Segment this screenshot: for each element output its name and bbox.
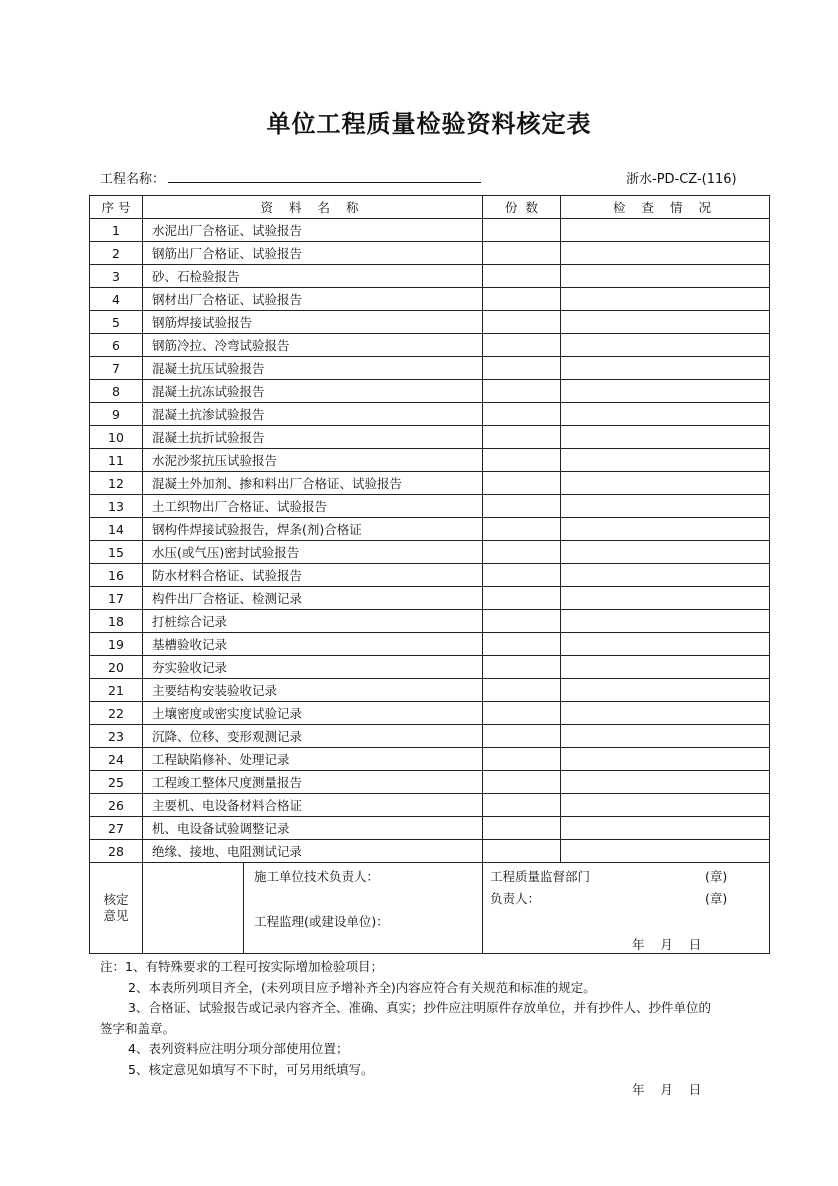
copies-cell[interactable] <box>483 288 561 311</box>
copies-cell[interactable] <box>483 771 561 794</box>
material-name: 打桩综合记录 <box>143 610 483 633</box>
row-number: 18 <box>90 610 143 633</box>
material-name: 基槽验收记录 <box>143 633 483 656</box>
material-name: 混凝土抗折试验报告 <box>143 426 483 449</box>
copies-cell[interactable] <box>483 610 561 633</box>
material-name: 钢筋冷拉、冷弯试验报告 <box>143 334 483 357</box>
table-row <box>90 541 770 564</box>
opinion-date: 年 月 日 <box>632 937 702 952</box>
copies-cell[interactable] <box>483 518 561 541</box>
material-name: 夯实验收记录 <box>143 656 483 679</box>
table-row <box>90 748 770 771</box>
check-status-cell[interactable] <box>561 564 770 587</box>
row-number: 4 <box>90 288 143 311</box>
material-name: 混凝土抗渗试验报告 <box>143 403 483 426</box>
responsible-label: 负责人： <box>490 891 541 906</box>
copies-cell[interactable] <box>483 817 561 840</box>
row-number: 26 <box>90 794 143 817</box>
copies-cell[interactable] <box>483 725 561 748</box>
table-row <box>90 679 770 702</box>
check-status-cell[interactable] <box>561 587 770 610</box>
material-name: 钢材出厂合格证、试验报告 <box>143 288 483 311</box>
row-number: 7 <box>90 357 143 380</box>
material-name: 机、电设备试验调整记录 <box>143 817 483 840</box>
row-number: 17 <box>90 587 143 610</box>
form-code: 浙水-PD-CZ-(116) <box>626 172 737 187</box>
copies-cell[interactable] <box>483 748 561 771</box>
copies-cell[interactable] <box>483 334 561 357</box>
material-name: 钢构件焊接试验报告，焊条(剂)合格证 <box>143 518 483 541</box>
row-number: 24 <box>90 748 143 771</box>
check-status-cell[interactable] <box>561 656 770 679</box>
check-status-cell[interactable] <box>561 219 770 242</box>
material-name: 混凝土外加剂、掺和料出厂合格证、试验报告 <box>143 472 483 495</box>
copies-cell[interactable] <box>483 794 561 817</box>
table-row <box>90 656 770 679</box>
material-name: 钢筋焊接试验报告 <box>143 311 483 334</box>
material-name: 工程竣工整体尺度测量报告 <box>143 771 483 794</box>
row-number: 27 <box>90 817 143 840</box>
row-number: 25 <box>90 771 143 794</box>
row-number: 3 <box>90 265 143 288</box>
table-row <box>90 794 770 817</box>
col-header-check: 检 查 情 况 <box>561 196 770 219</box>
table-row <box>90 725 770 748</box>
check-status-cell[interactable] <box>561 817 770 840</box>
row-number: 21 <box>90 679 143 702</box>
copies-cell[interactable] <box>483 679 561 702</box>
table-header-row <box>90 196 770 219</box>
material-name: 钢筋出厂合格证、试验报告 <box>143 242 483 265</box>
copies-cell[interactable] <box>483 426 561 449</box>
table-row <box>90 472 770 495</box>
check-status-cell[interactable] <box>561 495 770 518</box>
verification-opinion-row <box>90 863 770 954</box>
project-name-field[interactable] <box>168 182 481 183</box>
opinion-label: 核定 意见 <box>90 863 143 954</box>
table-row <box>90 518 770 541</box>
copies-cell[interactable] <box>483 219 561 242</box>
supervisor-label: 工程监理(或建设单位)： <box>254 914 389 929</box>
note-4: 4、表列资料应注明分项分部使用位置； <box>128 1041 349 1056</box>
check-status-cell[interactable] <box>561 748 770 771</box>
material-name: 水泥出厂合格证、试验报告 <box>143 219 483 242</box>
check-status-cell[interactable] <box>561 242 770 265</box>
copies-cell[interactable] <box>483 587 561 610</box>
copies-cell[interactable] <box>483 541 561 564</box>
check-status-cell[interactable] <box>561 840 770 863</box>
table-row <box>90 610 770 633</box>
check-status-cell[interactable] <box>561 426 770 449</box>
table-row <box>90 242 770 265</box>
table-row <box>90 357 770 380</box>
material-name: 水泥沙浆抗压试验报告 <box>143 449 483 472</box>
check-status-cell[interactable] <box>561 265 770 288</box>
check-status-cell[interactable] <box>561 541 770 564</box>
table-row <box>90 449 770 472</box>
row-number: 23 <box>90 725 143 748</box>
material-name: 构件出厂合格证、检测记录 <box>143 587 483 610</box>
row-number: 19 <box>90 633 143 656</box>
row-number: 6 <box>90 334 143 357</box>
row-number: 8 <box>90 380 143 403</box>
row-number: 9 <box>90 403 143 426</box>
row-number: 28 <box>90 840 143 863</box>
table-row <box>90 403 770 426</box>
col-header-no: 序 号 <box>90 196 143 219</box>
material-name: 工程缺陷修补、处理记录 <box>143 748 483 771</box>
notes <box>100 957 780 1080</box>
note-5: 5、核定意见如填写不下时，可另用纸填写。 <box>128 1061 374 1077</box>
row-number: 5 <box>90 311 143 334</box>
material-name: 水压(或气压)密封试验报告 <box>143 541 483 564</box>
check-status-cell[interactable] <box>561 472 770 495</box>
copies-cell[interactable] <box>483 633 561 656</box>
copies-cell[interactable] <box>483 702 561 725</box>
quality-dept-label: 工程质量监督部门 <box>490 869 591 884</box>
table-row <box>90 564 770 587</box>
table-row <box>90 265 770 288</box>
row-number: 22 <box>90 702 143 725</box>
copies-cell[interactable] <box>483 380 561 403</box>
table-row <box>90 771 770 794</box>
material-name: 土工织物出厂合格证、试验报告 <box>143 495 483 518</box>
check-status-cell[interactable] <box>561 633 770 656</box>
row-number: 10 <box>90 426 143 449</box>
bottom-date: 年 月 日 <box>632 1082 702 1097</box>
note-3: 3、合格证、试验报告或记录内容齐全、准确、真实；抄件应注明原件存放单位，并有抄件人、抄件单位的 <box>128 1000 711 1015</box>
row-number: 15 <box>90 541 143 564</box>
material-name: 绝缘、接地、电阻测试记录 <box>143 840 483 863</box>
opinion-area <box>143 863 770 954</box>
check-status-cell[interactable] <box>561 794 770 817</box>
check-status-cell[interactable] <box>561 311 770 334</box>
material-name: 主要结构安装验收记录 <box>143 679 483 702</box>
check-status-cell[interactable] <box>561 679 770 702</box>
table-row <box>90 817 770 840</box>
note-2: 2、本表所列项目齐全，(未列项目应予增补齐全)内容应符合有关规范和标准的规定。 <box>128 979 596 995</box>
check-status-cell[interactable] <box>561 702 770 725</box>
table-row <box>90 380 770 403</box>
row-number: 20 <box>90 656 143 679</box>
col-header-copies: 份 数 <box>483 196 561 219</box>
row-number: 13 <box>90 495 143 518</box>
table-row <box>90 219 770 242</box>
copies-cell[interactable] <box>483 265 561 288</box>
check-status-cell[interactable] <box>561 334 770 357</box>
copies-cell[interactable] <box>483 311 561 334</box>
table-row <box>90 288 770 311</box>
material-name: 防水材料合格证、试验报告 <box>143 564 483 587</box>
table-row <box>90 702 770 725</box>
copies-cell[interactable] <box>483 449 561 472</box>
row-number: 12 <box>90 472 143 495</box>
copies-cell[interactable] <box>483 242 561 265</box>
material-name: 土壤密度或密实度试验记录 <box>143 702 483 725</box>
inspection-table <box>89 195 770 954</box>
check-status-cell[interactable] <box>561 288 770 311</box>
copies-cell[interactable] <box>483 840 561 863</box>
row-number: 1 <box>90 219 143 242</box>
check-status-cell[interactable] <box>561 380 770 403</box>
table-row <box>90 633 770 656</box>
check-status-cell[interactable] <box>561 610 770 633</box>
material-name: 混凝土抗冻试验报告 <box>143 380 483 403</box>
material-name: 沉降、位移、变形观测记录 <box>143 725 483 748</box>
check-status-cell[interactable] <box>561 357 770 380</box>
note-1: 注：1、有特殊要求的工程可按实际增加检验项目； <box>100 959 383 974</box>
check-status-cell[interactable] <box>561 403 770 426</box>
copies-cell[interactable] <box>483 656 561 679</box>
note-3-cont: 签字和盖章。 <box>100 1020 176 1036</box>
row-number: 11 <box>90 449 143 472</box>
row-number: 2 <box>90 242 143 265</box>
copies-cell[interactable] <box>483 495 561 518</box>
table-row <box>90 495 770 518</box>
row-number: 16 <box>90 564 143 587</box>
row-number: 14 <box>90 518 143 541</box>
table-row <box>90 334 770 357</box>
col-header-name: 资 料 名 称 <box>143 196 483 219</box>
table-row <box>90 426 770 449</box>
table-row <box>90 311 770 334</box>
check-status-cell[interactable] <box>561 771 770 794</box>
copies-cell[interactable] <box>483 403 561 426</box>
check-status-cell[interactable] <box>561 449 770 472</box>
table-row <box>90 840 770 863</box>
contractor-tech-label: 施工单位技术负责人： <box>254 869 380 884</box>
material-name: 砂、石检验报告 <box>143 265 483 288</box>
project-name-label: 工程名称： <box>100 172 166 187</box>
table-row <box>90 587 770 610</box>
material-name: 混凝土抗压试验报告 <box>143 357 483 380</box>
copies-cell[interactable] <box>483 357 561 380</box>
check-status-cell[interactable] <box>561 518 770 541</box>
seal-2: (章) <box>705 891 728 906</box>
copies-cell[interactable] <box>483 564 561 587</box>
check-status-cell[interactable] <box>561 725 770 748</box>
material-name: 主要机、电设备材料合格证 <box>143 794 483 817</box>
seal-1: (章) <box>705 869 728 884</box>
page-title: 单位工程质量检验资料核定表 <box>266 110 592 138</box>
copies-cell[interactable] <box>483 472 561 495</box>
